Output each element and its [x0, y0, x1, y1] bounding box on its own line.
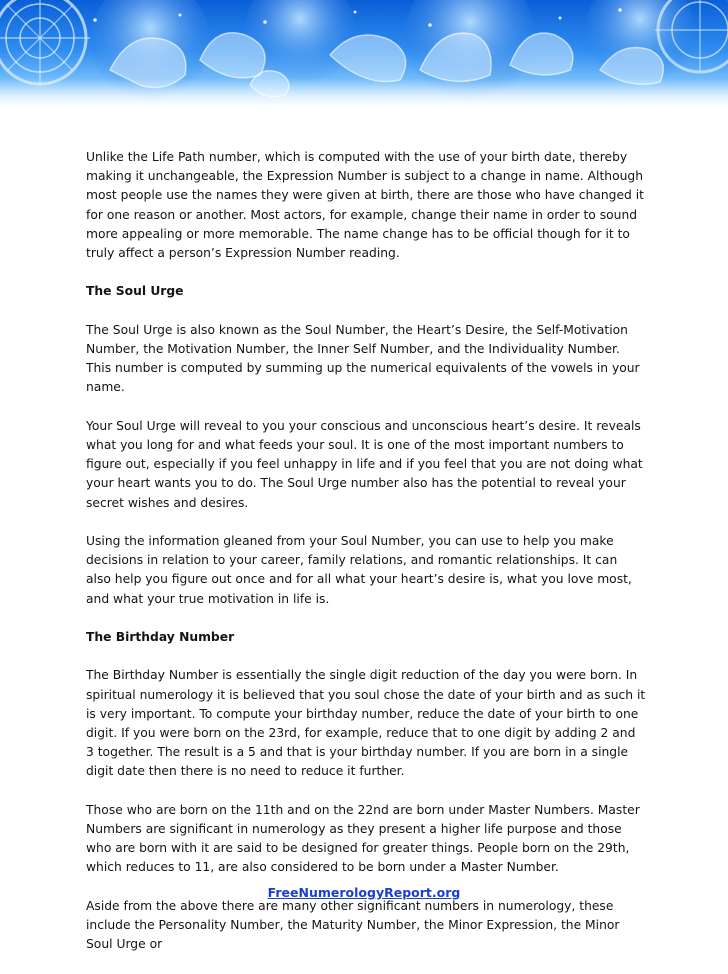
page-footer [0, 882, 728, 901]
section-heading-birthday-number: The Birthday Number [86, 630, 235, 644]
header-banner [0, 0, 728, 112]
paragraph: Your Soul Urge will reveal to you your conscious and unconscious heart’s desire. It reveals what you long for and what feeds your soul. It is one of the most important numbers to figure out, especially if you feel unhappy in life and if you feel that you are not doing what your heart wants you to do. The Soul Urge number also has the potential to reveal your secret wishes and desires. [86, 418, 643, 510]
paragraph: The Soul Urge is also known as the Soul Number, the Heart’s Desire, the Self-Motivation Number, the Motivation Number, the Inner Self Number, and the Individuality Number. This number is computed by summing up the numerical equivalents of the vowels in your name. [86, 322, 640, 395]
paragraph: Aside from the above there are many other significant numbers in numerology, these include the Personality Number, the Maturity Number, the Minor Expression, the Minor Soul Urge or [86, 898, 620, 952]
paragraph: The Birthday Number is essentially the single digit reduction of the day you were born. In spiritual numerology it is believed that you soul chose the date of your birth and as such it is very important. To compute your birthday number, reduce the date of your birth to one digit. If you were born on the 23rd, for example, reduce that to one digit by adding 2 and 3 together. The result is a 5 and that is your birthday number. If you are born in a single digit date then there is no need to reduce it further. [86, 668, 646, 779]
paragraph: Unlike the Life Path number, which is computed with the use of your birth date, thereby making it unchangeable, the Expression Number is subject to a change in name. Although most people use the names they were given at birth, there are those who have changed it for one reason or another. Most actors, for example, change their name in order to sound more appealing or more memorable. The name change has to be official though for it to truly affect a person’s Expression Number reading. [86, 150, 645, 261]
article-body [86, 148, 646, 974]
zodiac-banner-art [0, 0, 728, 112]
paragraph: Using the information gleaned from your Soul Number, you can use to help you make decisions in relation to your career, family relations, and romantic relationships. It can also help you figure out once and for all what your heart’s desire is, what you love most, and what your true motivation in life is. [86, 534, 632, 606]
section-heading-soul-urge: The Soul Urge [86, 284, 184, 299]
paragraph: Those who are born on the 11th and on the 22nd are born under Master Numbers. Master Numbers are significant in numerology as they present a higher life purpose and those who are born with it are said to be designed for greater things. People born on the 29th, which reduces to 11, are also considered to be born under a Master Number. [86, 802, 640, 875]
footer-site-link[interactable]: FreeNumerologyReport.org [267, 885, 461, 900]
